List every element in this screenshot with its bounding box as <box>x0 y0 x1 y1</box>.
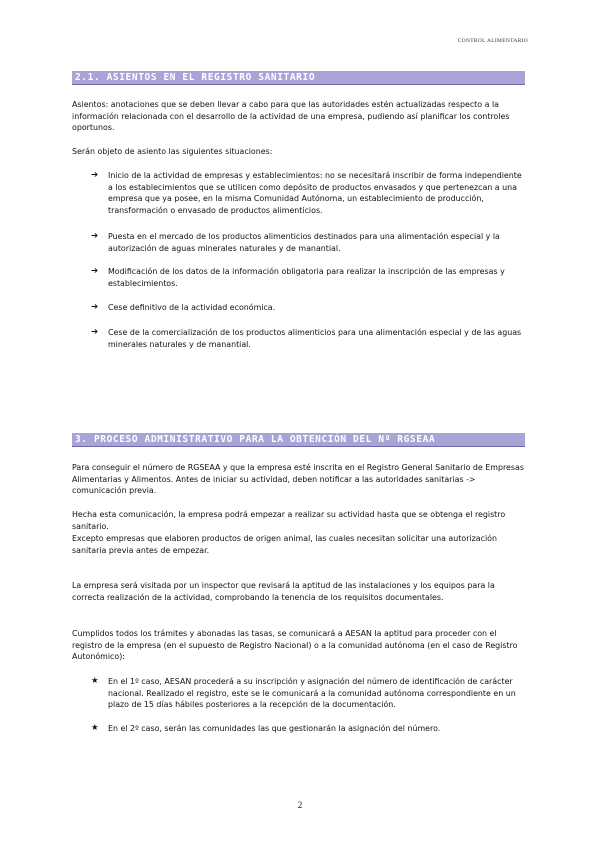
list-item-text: Cese definitivo de la actividad económica. <box>108 303 276 312</box>
star-bullet-icon: ★ <box>91 676 99 686</box>
paragraph-inspection: La empresa será visitada por un inspector que revisará la aptitud de las instalaciones y los equipos para la correcta realización de la actividad, comprobando la tenencia de los requisitos documentales. <box>72 581 495 602</box>
page-number: 2 <box>297 800 303 810</box>
star-bullet-icon: ★ <box>91 723 99 733</box>
section-heading-3 <box>72 433 525 447</box>
paragraph-communication: Hecha esta comunicación, la empresa podrá empezar a realizar su actividad hasta que se obtenga el registro sanitario. <box>72 510 506 531</box>
section-heading-2-1 <box>72 71 525 85</box>
running-header: CONTROL ALIMENTARIO <box>457 38 528 44</box>
paragraph-procedures: Cumplidos todos los trámites y abonadas las tasas, se comunicará a AESAN la aptitud para proceder con el registro de la empresa (en el supuesto de Registro Nacional) o a la comunidad autónoma (en el caso de Registro Autonómico): <box>72 629 518 661</box>
section-title: 3. PROCESO ADMINISTRATIVO PARA LA OBTENCIÓN DEL Nº RGSEAA <box>75 434 436 445</box>
list-item-text: En el 1º caso, AESAN procederá a su inscripción y asignación del número de identificación de carácter nacional. Realizado el registro, este se le comunicará a la comunidad autónoma correspondiente en un plazo de 15 días hábiles posteriores a la recepción de la documentación. <box>108 677 516 709</box>
lead-paragraph: Serán objeto de asiento las siguientes situaciones: <box>72 147 273 156</box>
list-item-text: En el 2º caso, serán las comunidades las que gestionarán la asignación del número. <box>108 724 441 733</box>
paragraph-exception: Excepto empresas que elaboren productos de origen animal, las cuales necesitan solicitar una autorización sanitaria previa antes de empezar. <box>72 534 497 555</box>
intro-paragraph: Asientos: anotaciones que se deben llevar a cabo para que las autoridades estén actualizadas respecto a la información relacionada con el desarrollo de la actividad de una empresa, pudiendo así planificar los controles oportunos. <box>72 100 510 132</box>
arrow-bullet-icon: ➔ <box>91 266 99 276</box>
list-item-text: Puesta en el mercado de los productos alimenticios destinados para una alimentación especial y la autorización de aguas minerales naturales y de manantial. <box>108 232 500 253</box>
arrow-bullet-icon: ➔ <box>91 327 99 337</box>
arrow-bullet-icon: ➔ <box>91 170 99 180</box>
arrow-bullet-icon: ➔ <box>91 231 99 241</box>
arrow-bullet-icon: ➔ <box>91 302 99 312</box>
paragraph-rgseaa: Para conseguir el número de RGSEAA y que la empresa esté inscrita en el Registro General Sanitario de Empresas Alimentarias y Alimentos. Antes de iniciar su actividad, deben notificar a las autoridades sanitarias -> comunicación previa. <box>72 463 524 495</box>
section-title: 2.1. ASIENTOS EN EL REGISTRO SANITARIO <box>75 72 316 83</box>
list-item-text: Modificación de los datos de la información obligatoria para realizar la inscripción de las empresas y establecimientos. <box>108 267 505 288</box>
list-item-text: Cese de la comercialización de los productos alimenticios para una alimentación especial y de las aguas minerales naturales y de manantial. <box>108 328 522 349</box>
list-item-text: Inicio de la actividad de empresas y establecimientos: no se necesitará inscribir de forma independiente a los establecimientos que se utilicen como depósito de productos envasados y que pertenezcan a una empresa que ya posee, en la misma Comunidad Autónoma, un establecimiento de producción, transformación o envasado de productos alimenticios. <box>108 171 522 215</box>
